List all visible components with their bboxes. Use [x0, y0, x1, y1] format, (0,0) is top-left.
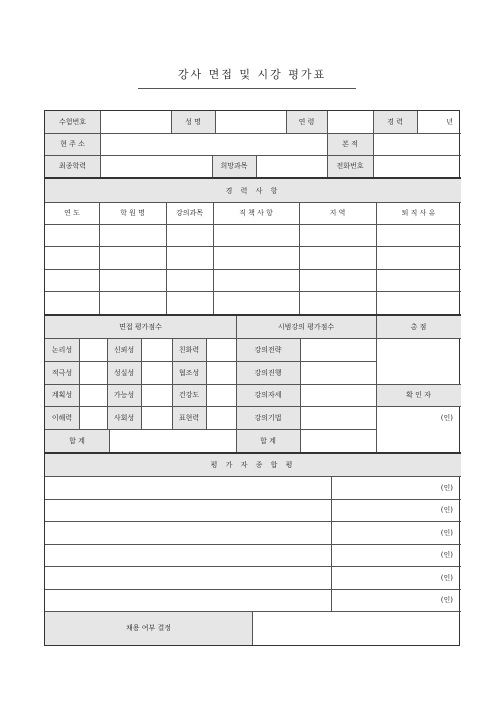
evaluator-seal: (인) [440, 483, 453, 492]
score-label-progress: 강의진행 [236, 361, 300, 384]
score-label-friendliness: 친화력 [172, 338, 206, 361]
hiring-decision-field[interactable] [252, 611, 461, 645]
score-label-expression: 표현력 [172, 406, 206, 429]
career-col-region: 지 역 [329, 209, 346, 217]
interview-sum-field[interactable] [109, 429, 236, 452]
career-row[interactable] [45, 246, 461, 269]
career-col-year: 연 도 [64, 209, 80, 217]
evaluation-comment-field[interactable] [45, 476, 331, 499]
evaluation-title: 평 가 자 종 합 평 [45, 454, 461, 476]
age-label: 연 령 [286, 111, 327, 133]
origin-field[interactable] [373, 133, 461, 155]
career-row[interactable] [45, 291, 461, 314]
applicant-no-label: 수험번호 [45, 111, 100, 133]
score-label-health: 건강도 [172, 384, 206, 406]
phone-field[interactable] [373, 155, 461, 177]
career-section-title: 경 력 사 항 [45, 179, 461, 202]
evaluation-comment-field[interactable] [45, 566, 331, 589]
name-label: 성 명 [171, 111, 215, 133]
score-label-activeness: 적극성 [45, 361, 79, 384]
career-col-position: 직 책 사 항 [239, 209, 273, 217]
evaluation-comment-field[interactable] [45, 499, 331, 521]
evaluation-comment-field[interactable] [45, 544, 331, 566]
score-label-attitude: 강의자세 [236, 384, 300, 406]
desired-course-label: 희망과목 [212, 155, 256, 177]
evaluator-seal: (인) [440, 596, 453, 604]
score-label-planning: 계획성 [45, 384, 79, 406]
score-label-sociability: 사회성 [107, 406, 141, 429]
education-label: 최종학력 [45, 155, 100, 177]
score-label-understanding: 이해력 [45, 406, 79, 429]
career-years-field[interactable]: 년 [446, 118, 453, 126]
score-label-technique: 강의기법 [236, 406, 300, 429]
evaluator-seal: (인) [440, 506, 453, 514]
score-label-cooperation: 협조성 [172, 361, 206, 384]
interview-sum-label: 합 계 [45, 429, 109, 452]
career-label: 경 력 [373, 111, 417, 133]
career-col-subject: 강의과목 [175, 209, 204, 217]
score-label-trust: 신뢰성 [107, 338, 141, 361]
score-label-strategy: 강의전략 [236, 338, 300, 361]
career-row[interactable] [45, 224, 461, 246]
phone-label: 전화번호 [327, 155, 373, 177]
applicant-no-field[interactable] [100, 111, 171, 133]
total-score-title: 총 점 [376, 316, 461, 338]
career-row[interactable] [45, 269, 461, 291]
confirmer-label: 확 인 자 [376, 384, 461, 406]
evaluator-seal: (인) [440, 551, 453, 559]
career-col-reason: 퇴 직 사 유 [401, 209, 436, 217]
address-label: 현 주 소 [45, 133, 100, 155]
score-label-logic: 논리성 [45, 338, 79, 361]
evaluation-comment-field[interactable] [45, 589, 331, 611]
name-field[interactable] [215, 111, 286, 133]
career-col-academy: 학 원 명 [120, 209, 145, 217]
evaluator-seal: (인) [440, 573, 453, 582]
evaluation-form [44, 110, 460, 646]
score-label-sincerity: 성실성 [107, 361, 141, 384]
evaluation-comment-field[interactable] [45, 521, 331, 544]
hiring-decision-label: 채용 여부 결정 [45, 611, 252, 645]
education-field[interactable] [100, 155, 212, 177]
lecture-sum-label: 합 계 [236, 429, 300, 452]
address-field[interactable] [100, 133, 327, 155]
document-title: 강사 면접 및 시강 평가표 [177, 68, 327, 81]
title-underline [138, 88, 356, 89]
desired-course-field[interactable] [256, 155, 327, 177]
score-label-potential: 가능성 [107, 384, 141, 406]
evaluator-seal: (인) [440, 528, 453, 537]
age-field[interactable] [327, 111, 373, 133]
lecture-score-title: 시범강의 평가점수 [236, 316, 376, 338]
confirmer-seal: (인) [440, 413, 453, 422]
interview-score-title: 면접 평가점수 [45, 316, 236, 338]
origin-label: 본 적 [327, 133, 373, 155]
lecture-sum-field[interactable] [300, 429, 376, 452]
